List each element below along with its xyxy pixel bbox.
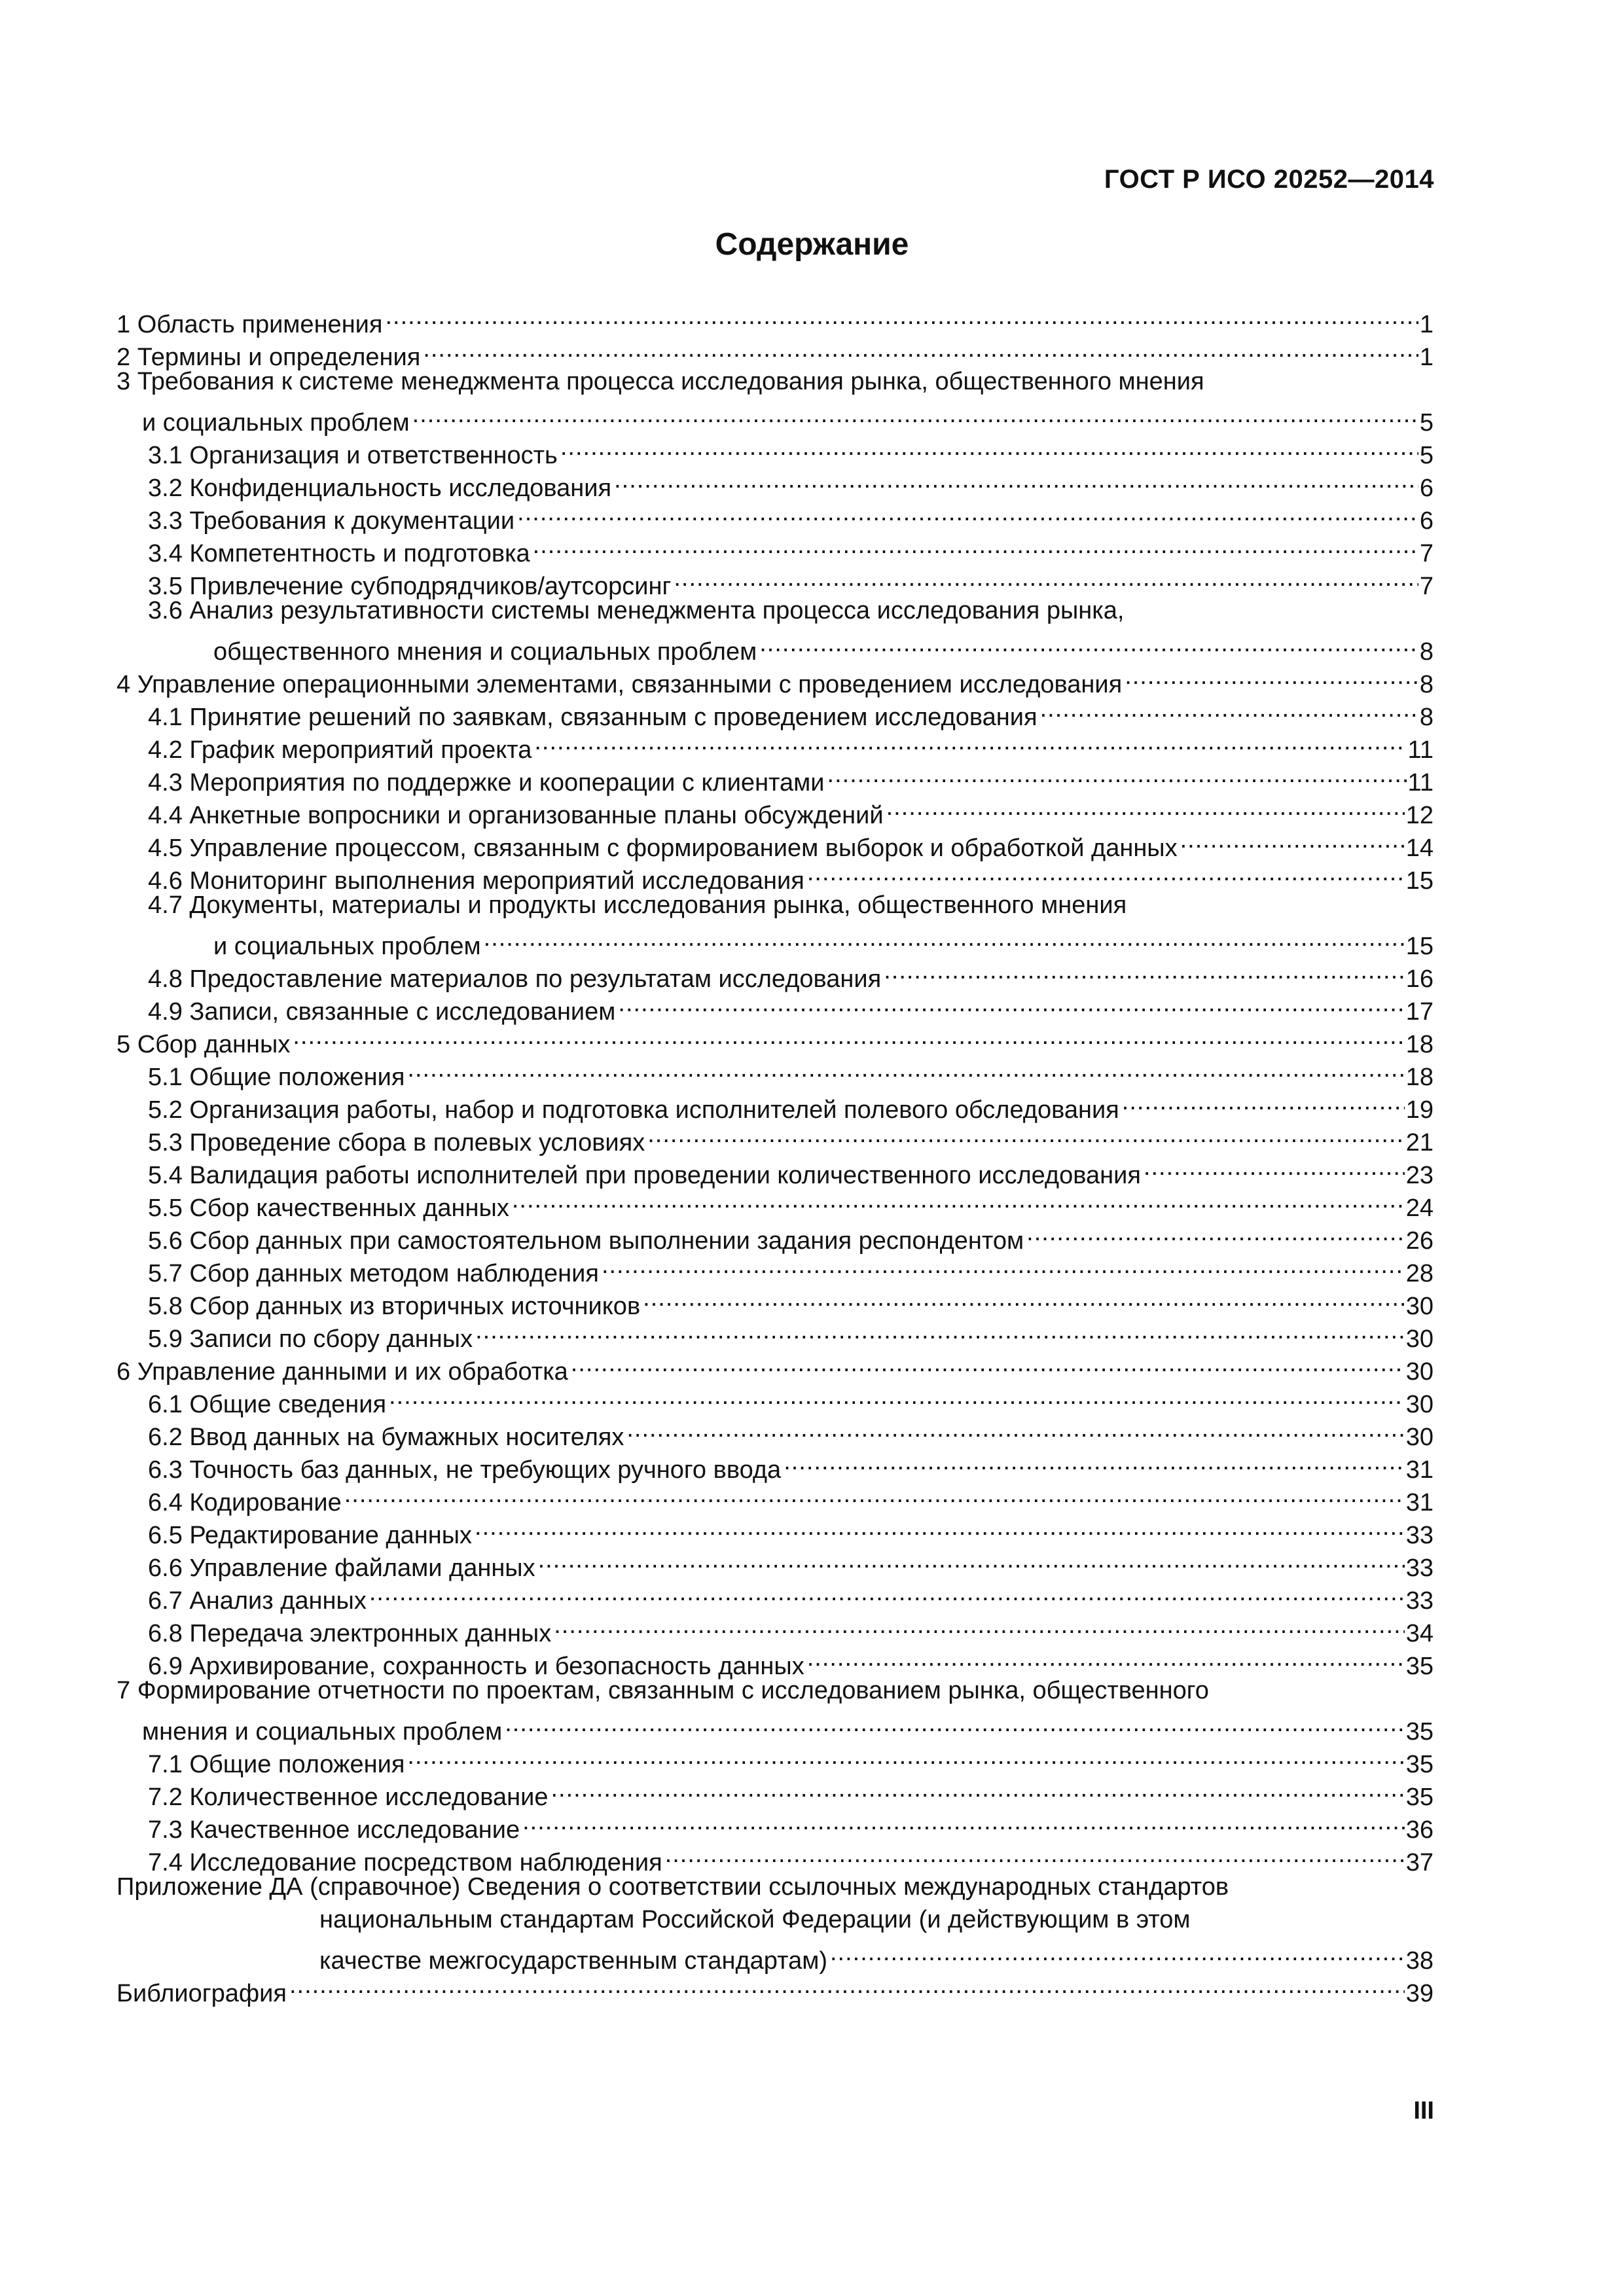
dot-leader xyxy=(1123,660,1418,692)
table-of-contents xyxy=(117,300,1434,2007)
toc-page-number: 23 xyxy=(1405,1162,1434,1189)
toc-entry[interactable] xyxy=(117,758,1434,797)
toc-entry[interactable] xyxy=(117,496,1434,535)
toc-page-number: 8 xyxy=(1419,671,1434,698)
toc-entry[interactable] xyxy=(117,856,1434,895)
toc-entry-title: 7.2 Количественное исследование xyxy=(148,1784,549,1811)
toc-entry-title: 3.1 Организация и ответственность xyxy=(148,442,558,469)
toc-entry[interactable] xyxy=(117,1282,1434,1320)
toc-entry[interactable] xyxy=(117,987,1434,1026)
toc-page-number: 35 xyxy=(1405,1751,1434,1778)
dot-leader xyxy=(646,1118,1404,1151)
toc-entry[interactable] xyxy=(117,1838,1434,1876)
toc-entry[interactable] xyxy=(117,1478,1434,1516)
dot-leader xyxy=(521,1805,1405,1838)
toc-entry[interactable] xyxy=(117,725,1434,764)
toc-entry-title: 6.3 Точность баз данных, не требующих ручного ввода xyxy=(148,1456,782,1484)
toc-entry[interactable] xyxy=(117,332,1434,371)
toc-entry-title: 4 Управление операционными элементами, связанными с проведением исследования xyxy=(117,671,1123,698)
toc-entry-title: 4.6 Мониторинг выполнения мероприятий исследования xyxy=(148,867,804,895)
toc-entry[interactable] xyxy=(117,365,1434,437)
dot-leader xyxy=(511,1183,1405,1216)
toc-page-number: 15 xyxy=(1405,933,1434,960)
dot-leader xyxy=(503,1707,1404,1740)
toc-page-number: 16 xyxy=(1405,965,1434,993)
toc-entry[interactable] xyxy=(117,1314,1434,1353)
toc-entry[interactable] xyxy=(117,692,1434,731)
toc-entry-title: 5.4 Валидация работы исполнителей при проведении количественного исследования xyxy=(148,1162,1141,1189)
dot-leader xyxy=(806,1641,1405,1674)
toc-entry[interactable] xyxy=(117,1020,1434,1058)
toc-entry[interactable] xyxy=(117,1347,1434,1386)
toc-entry-title: 5.8 Сбор данных из вторичных источников xyxy=(148,1293,641,1320)
dot-leader xyxy=(406,1740,1404,1772)
toc-page-number: 33 xyxy=(1405,1522,1434,1549)
dot-leader xyxy=(758,627,1418,660)
toc-entry[interactable] xyxy=(117,463,1434,502)
toc-entry-title: 3.2 Конфиденциальность исследования xyxy=(148,475,612,502)
toc-page-number: 30 xyxy=(1405,1293,1434,1320)
toc-entry[interactable] xyxy=(117,791,1434,829)
toc-page-number: 6 xyxy=(1419,475,1434,502)
toc-entry-title: 6.5 Редактирование данных xyxy=(148,1522,473,1549)
toc-entry[interactable] xyxy=(117,1772,1434,1811)
toc-entry[interactable] xyxy=(117,562,1434,600)
toc-entry-title: 6.4 Кодирование xyxy=(148,1489,342,1516)
toc-entry-title: 6.7 Анализ данных xyxy=(148,1587,367,1615)
toc-entry-title: 6.8 Передача электронных данных xyxy=(148,1620,552,1647)
toc-entry[interactable] xyxy=(117,300,1434,338)
toc-entry-title: 5.7 Сбор данных методом наблюдения xyxy=(148,1260,599,1287)
toc-entry-title: 3.3 Требования к документации xyxy=(148,507,515,535)
toc-entry[interactable] xyxy=(117,1216,1434,1255)
toc-entry-title: 2 Термины и определения xyxy=(117,344,421,371)
toc-page-number: 18 xyxy=(1405,1064,1434,1091)
toc-entry[interactable] xyxy=(117,1740,1434,1778)
dot-leader xyxy=(1179,823,1405,856)
toc-page-number: 19 xyxy=(1405,1096,1434,1124)
toc-entry-title: качестве межгосударственным стандартам) xyxy=(319,1947,827,1975)
toc-page-number: 37 xyxy=(1405,1849,1434,1876)
toc-entry-title: 7.3 Качественное исследование xyxy=(148,1816,520,1844)
toc-entry[interactable] xyxy=(117,889,1434,960)
toc-page-number: 5 xyxy=(1419,409,1434,437)
toc-entry-title: и социальных проблем xyxy=(213,933,481,960)
dot-leader xyxy=(559,431,1418,463)
toc-page-number: 14 xyxy=(1405,834,1434,862)
toc-entry[interactable] xyxy=(117,1511,1434,1549)
toc-page-number: 7 xyxy=(1419,540,1434,567)
dot-leader xyxy=(882,954,1405,987)
toc-entry[interactable] xyxy=(117,1641,1434,1680)
dot-leader xyxy=(474,1314,1405,1347)
toc-page-number: 7 xyxy=(1419,573,1434,600)
toc-entry-title: 4.8 Предоставление материалов по результатам исследования xyxy=(148,965,882,993)
toc-page-number: 38 xyxy=(1405,1947,1434,1975)
toc-page-number: 1 xyxy=(1419,311,1434,338)
toc-page-number: 6 xyxy=(1419,507,1434,535)
toc-page-number: 17 xyxy=(1405,998,1434,1026)
toc-entry[interactable] xyxy=(117,529,1434,567)
toc-page-number: 34 xyxy=(1405,1620,1434,1647)
dot-leader xyxy=(533,725,1406,758)
toc-page-number: 8 xyxy=(1419,704,1434,731)
dot-leader xyxy=(1025,1216,1405,1249)
dot-leader xyxy=(343,1478,1405,1511)
dot-leader xyxy=(406,1052,1404,1085)
toc-entry-title: 7.1 Общие положения xyxy=(148,1751,405,1778)
toc-page-number: 35 xyxy=(1405,1653,1434,1680)
toc-entry-title: 3.4 Компетентность и подготовка xyxy=(148,540,530,567)
toc-page-number: 1 xyxy=(1419,344,1434,371)
toc-entry[interactable] xyxy=(117,1969,1434,2007)
dot-leader xyxy=(641,1282,1405,1314)
toc-page-number: 28 xyxy=(1405,1260,1434,1287)
toc-entry[interactable] xyxy=(117,954,1434,993)
toc-entry[interactable] xyxy=(117,1576,1434,1615)
toc-entry-title: 4.4 Анкетные вопросники и организованные планы обсуждений xyxy=(148,802,884,829)
toc-entry-title: 5.5 Сбор качественных данных xyxy=(148,1194,509,1222)
toc-entry[interactable] xyxy=(117,1183,1434,1222)
toc-entry-title: 5.2 Организация работы, набор и подготовка исполнителей полевого обследования xyxy=(148,1096,1119,1124)
dot-leader xyxy=(885,791,1405,823)
toc-entry-title: мнения и социальных проблем xyxy=(142,1718,503,1746)
dot-leader xyxy=(384,300,1418,332)
toc-entry[interactable] xyxy=(117,1674,1434,1746)
toc-page-number: 21 xyxy=(1405,1129,1434,1157)
toc-entry-title: 4.2 График мероприятий проекта xyxy=(148,736,532,764)
toc-entry-title: 5.9 Записи по сбору данных xyxy=(148,1325,473,1353)
toc-entry-title: 5 Сбор данных xyxy=(117,1031,291,1058)
toc-page-number: 39 xyxy=(1405,1980,1434,2007)
toc-entry[interactable] xyxy=(117,1543,1434,1582)
dot-leader xyxy=(291,1020,1404,1052)
toc-entry-title: 7 Формирование отчетности по проектам, связанным с исследованием рынка, общественного xyxy=(117,1677,1209,1704)
toc-entry[interactable] xyxy=(117,1412,1434,1451)
dot-leader xyxy=(569,1347,1405,1380)
dot-leader xyxy=(1121,1085,1405,1118)
page-title: Содержание xyxy=(715,227,909,262)
toc-page-number: 8 xyxy=(1419,638,1434,666)
toc-entry-title: 4.5 Управление процессом, связанным с формированием выборок и обработкой данных xyxy=(148,834,1178,862)
toc-entry[interactable] xyxy=(117,1118,1434,1157)
dot-leader xyxy=(664,1838,1405,1871)
toc-page-number: 30 xyxy=(1405,1424,1434,1451)
dot-leader xyxy=(537,1543,1405,1576)
toc-page-number: 30 xyxy=(1405,1325,1434,1353)
toc-page-number: 5 xyxy=(1419,442,1434,469)
toc-page-number: 35 xyxy=(1405,1718,1434,1746)
dot-leader xyxy=(826,758,1407,791)
dot-leader xyxy=(1142,1151,1405,1183)
toc-entry-title: и социальных проблем xyxy=(142,409,410,437)
document-code: ГОСТ Р ИСО 20252—2014 xyxy=(1104,165,1434,194)
toc-entry[interactable] xyxy=(117,594,1434,666)
dot-leader xyxy=(411,398,1418,431)
toc-page-number: 33 xyxy=(1405,1554,1434,1582)
dot-leader xyxy=(288,1969,1405,2001)
toc-entry-title: 7.4 Исследование посредством наблюдения xyxy=(148,1849,662,1876)
dot-leader xyxy=(388,1380,1405,1412)
toc-entry[interactable] xyxy=(117,1609,1434,1647)
toc-entry-title: 6.9 Архивирование, сохранность и безопасность данных xyxy=(148,1653,804,1680)
dot-leader xyxy=(516,496,1418,529)
toc-entry-title: 4.3 Мероприятия по поддержке и кооперации с клиентами xyxy=(148,769,825,797)
dot-leader xyxy=(368,1576,1405,1609)
dot-leader xyxy=(782,1445,1405,1478)
toc-page-number: 12 xyxy=(1405,802,1434,829)
toc-entry-title: 1 Область применения xyxy=(117,311,383,338)
toc-entry[interactable] xyxy=(117,1052,1434,1091)
toc-entry-title: 5.3 Проведение сбора в полевых условиях xyxy=(148,1129,645,1157)
toc-entry-title: 4.9 Записи, связанные с исследованием xyxy=(148,998,616,1026)
toc-entry-title: 6.1 Общие сведения xyxy=(148,1391,387,1418)
toc-entry[interactable] xyxy=(117,823,1434,862)
toc-entry[interactable] xyxy=(117,1445,1434,1484)
toc-page-number: 11 xyxy=(1407,769,1434,797)
toc-entry-title: 5.1 Общие положения xyxy=(148,1064,405,1091)
toc-entry-title: 3 Требования к системе менеджмента процесса исследования рынка, общественного мнения xyxy=(117,368,1204,395)
toc-page-number: 33 xyxy=(1405,1587,1434,1615)
toc-page-number: 15 xyxy=(1405,867,1434,895)
toc-entry[interactable] xyxy=(117,1380,1434,1418)
toc-entry-title: 6.6 Управление файлами данных xyxy=(148,1554,535,1582)
toc-entry-title: 3.6 Анализ результативности системы менеджмента процесса исследования рынка, xyxy=(148,597,1125,624)
toc-entry[interactable] xyxy=(117,1085,1434,1124)
dot-leader xyxy=(625,1412,1404,1445)
dot-leader xyxy=(482,922,1405,954)
dot-leader xyxy=(532,529,1418,562)
toc-page-number: 31 xyxy=(1405,1489,1434,1516)
toc-entry-title: Приложение ДА (справочное) Сведения о соответствии ссылочных международных стандартов xyxy=(117,1873,1229,1901)
toc-entry-title: общественного мнения и социальных проблем xyxy=(213,638,757,666)
toc-page-number: 36 xyxy=(1405,1816,1434,1844)
toc-page-number: 18 xyxy=(1405,1031,1434,1058)
toc-entry[interactable] xyxy=(117,660,1434,698)
toc-entry-title: 3.5 Привлечение субподрядчиков/аутсорсинг xyxy=(148,573,672,600)
dot-leader xyxy=(550,1772,1405,1805)
toc-page-number: 30 xyxy=(1405,1391,1434,1418)
toc-page-number: 31 xyxy=(1405,1456,1434,1484)
toc-entry[interactable] xyxy=(117,1249,1434,1287)
toc-entry-title: 4.1 Принятие решений по заявкам, связанным с проведением исследования xyxy=(148,704,1038,731)
dot-leader xyxy=(806,856,1405,889)
page-number: III xyxy=(1413,2097,1434,2125)
toc-entry-title: 4.7 Документы, материалы и продукты исследования рынка, общественного мнения xyxy=(148,891,1127,919)
toc-page-number: 35 xyxy=(1405,1784,1434,1811)
dot-leader xyxy=(617,987,1404,1020)
dot-leader xyxy=(600,1249,1405,1282)
toc-page-number: 11 xyxy=(1407,736,1434,764)
dot-leader xyxy=(1039,692,1418,725)
toc-entry-title: национальным стандартам Российской Федерации (и действующим в этом xyxy=(319,1906,1191,1933)
toc-entry-title: 5.6 Сбор данных при самостоятельном выполнении задания респондентом xyxy=(148,1227,1024,1255)
toc-entry[interactable] xyxy=(117,431,1434,469)
toc-entry[interactable] xyxy=(117,1871,1434,1975)
toc-entry[interactable] xyxy=(117,1805,1434,1844)
toc-page-number: 24 xyxy=(1405,1194,1434,1222)
toc-page-number: 30 xyxy=(1405,1358,1434,1386)
toc-entry[interactable] xyxy=(117,1151,1434,1189)
toc-entry-title: 6 Управление данными и их обработка xyxy=(117,1358,568,1386)
dot-leader xyxy=(422,332,1418,365)
dot-leader xyxy=(552,1609,1404,1641)
dot-leader xyxy=(672,562,1418,594)
toc-entry-title: 6.2 Ввод данных на бумажных носителях xyxy=(148,1424,624,1451)
toc-page-number: 26 xyxy=(1405,1227,1434,1255)
dot-leader xyxy=(613,463,1418,496)
dot-leader xyxy=(473,1511,1405,1543)
dot-leader xyxy=(829,1936,1405,1969)
toc-entry-title: Библиография xyxy=(117,1980,287,2007)
